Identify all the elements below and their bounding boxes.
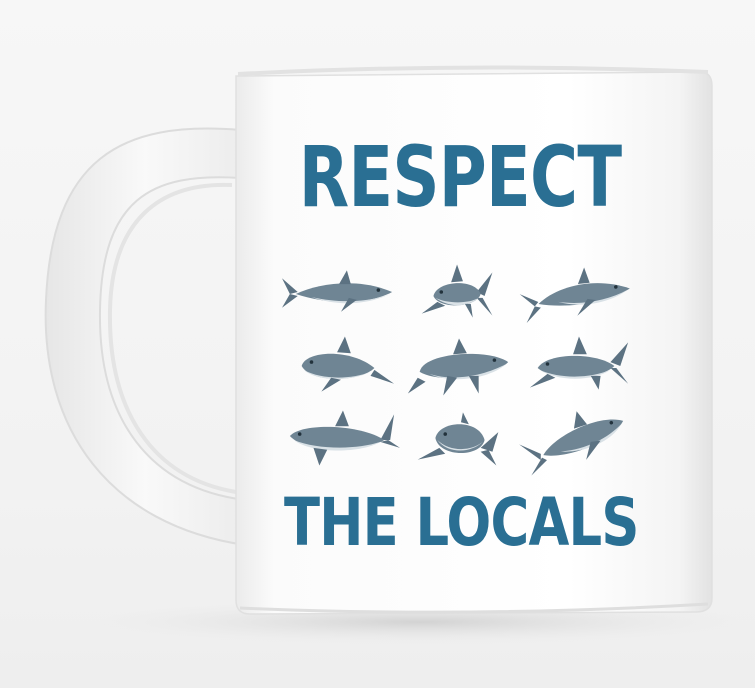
shark-icon <box>282 403 400 473</box>
shark-icon <box>400 331 518 401</box>
shark-figure <box>400 258 518 330</box>
shark-illustration <box>282 258 632 474</box>
shark-figure <box>518 330 636 402</box>
shark-figure <box>518 402 636 474</box>
print-text-respect: RESPECT <box>298 128 622 226</box>
shark-figure <box>400 402 518 474</box>
shark-icon <box>518 403 636 473</box>
shark-icon <box>282 259 400 329</box>
shark-icon <box>400 403 518 473</box>
shark-figure <box>282 330 400 402</box>
shark-figure <box>282 402 400 474</box>
shark-figure <box>518 258 636 330</box>
mug-handle <box>46 129 245 545</box>
print-text-the-locals: THE LOCALS <box>284 484 639 561</box>
shark-icon <box>282 331 400 401</box>
shark-figure <box>282 258 400 330</box>
shark-icon <box>518 259 636 329</box>
shark-icon <box>400 259 518 329</box>
shark-figure <box>400 330 518 402</box>
shark-icon <box>518 331 636 401</box>
